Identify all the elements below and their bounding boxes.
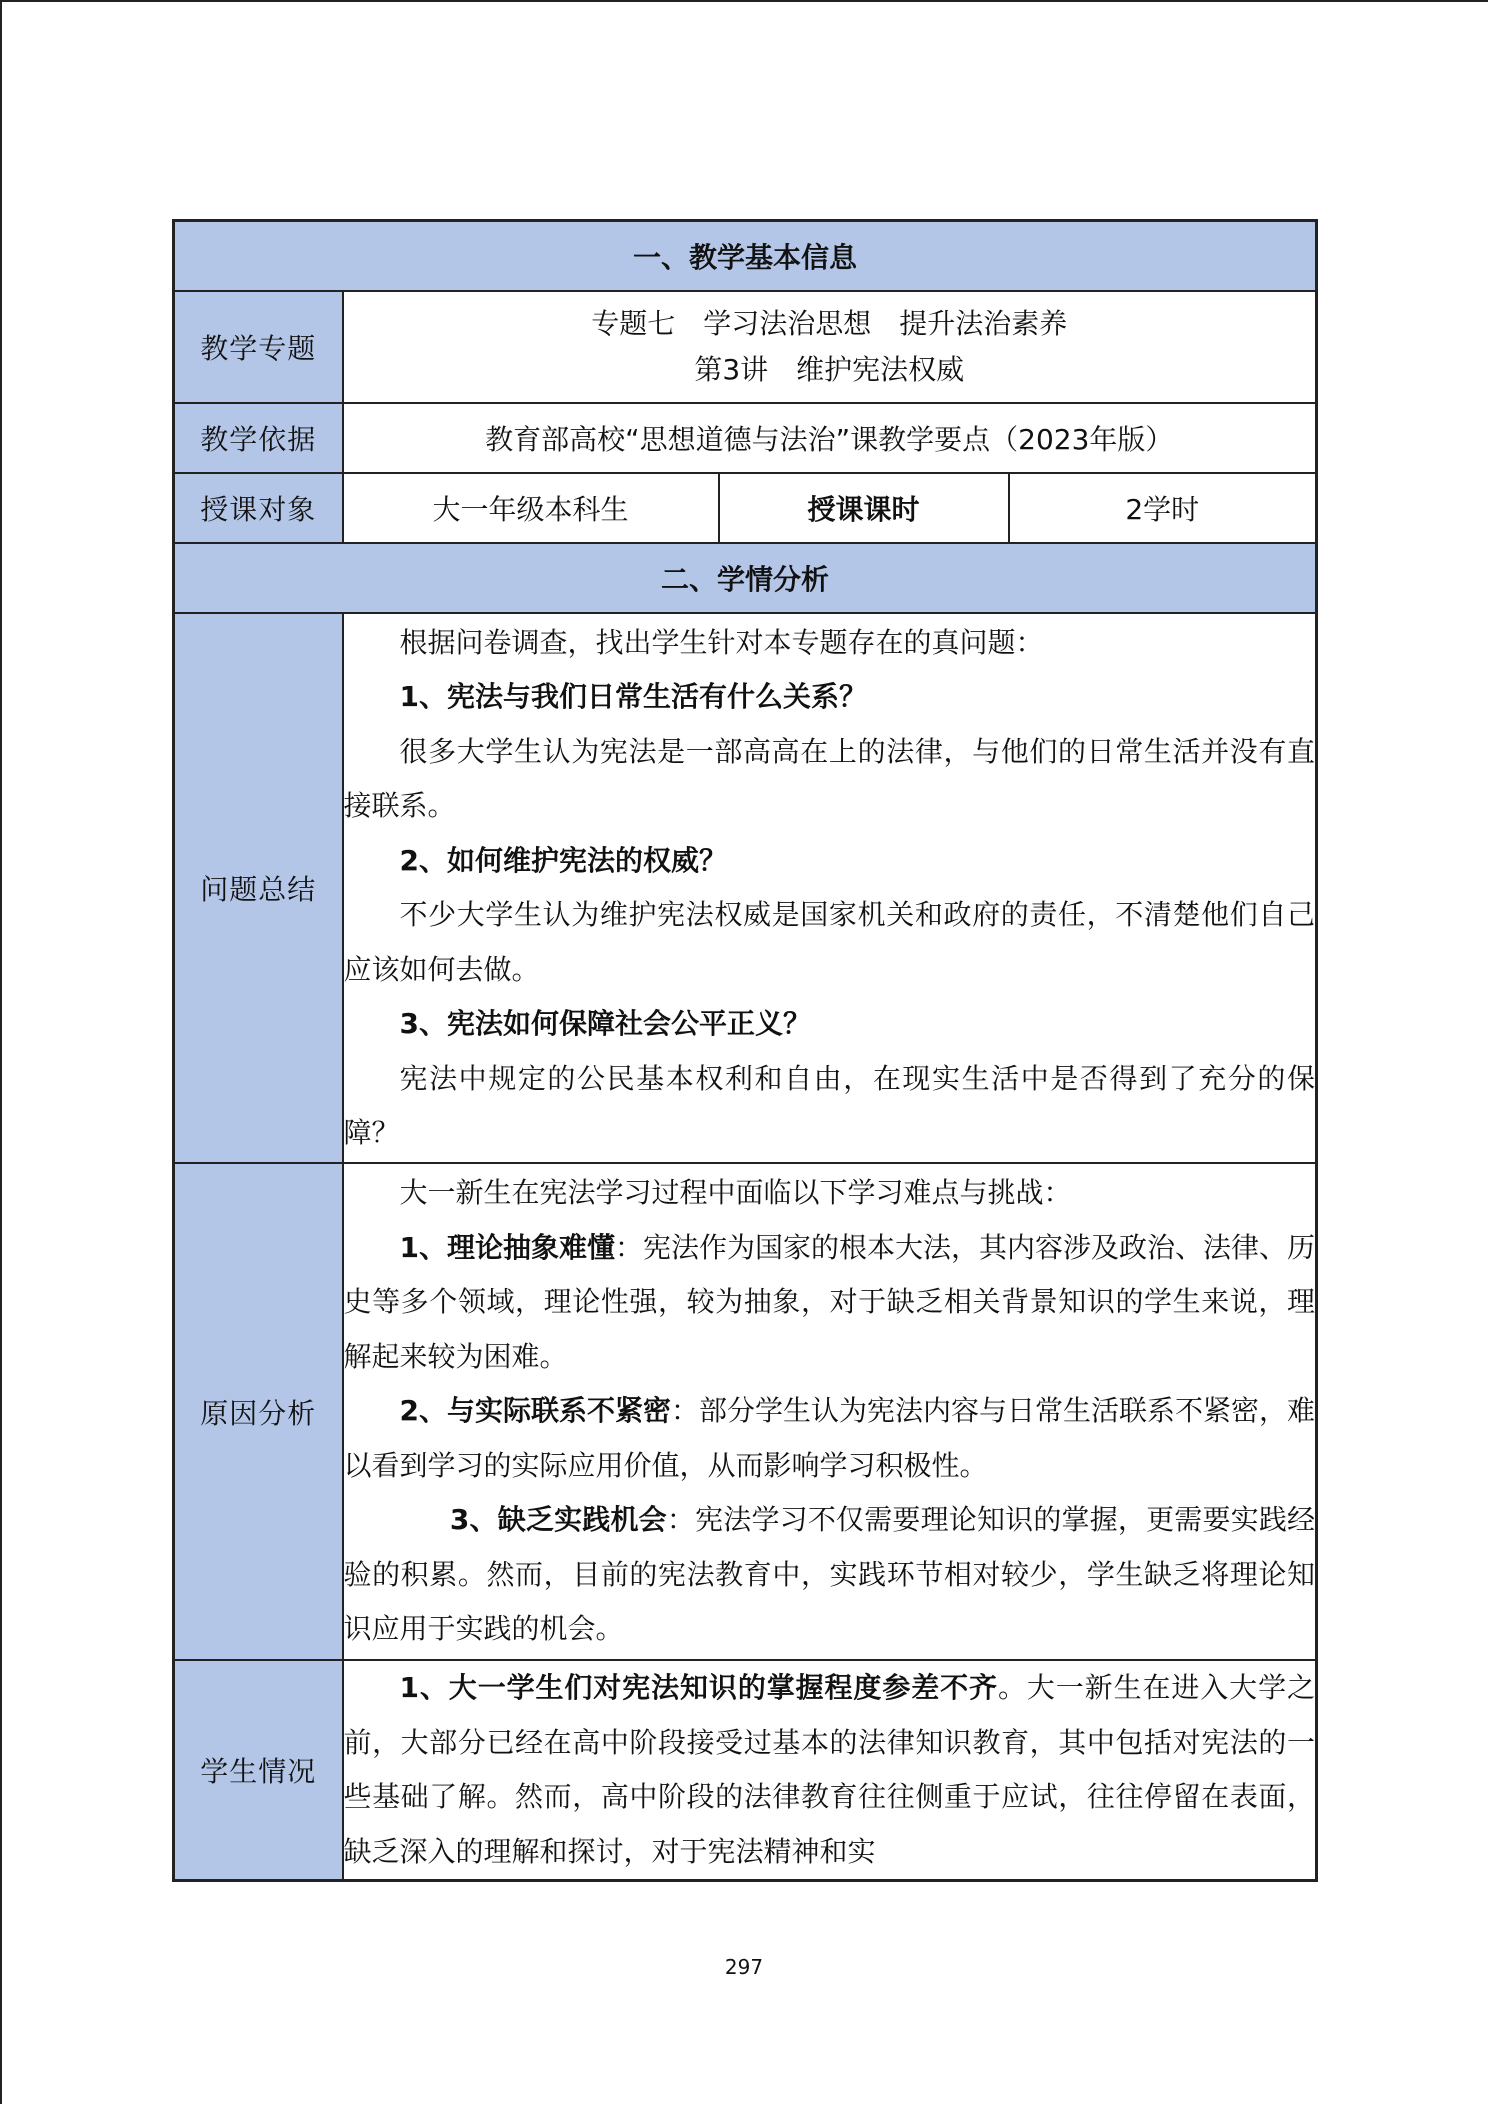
- problem-answer: 不少大学生认为维护宪法权威是国家机关和政府的责任，不清楚他们自己应该如何去做。: [343, 898, 1316, 986]
- students-head: 1、大一学生们对宪法知识的掌握程度参差不齐: [399, 1671, 998, 1704]
- cause-head: 2、与实际联系不紧密: [399, 1394, 671, 1428]
- cause-item: [344, 1384, 1316, 1493]
- problem-answer: 宪法中规定的公民基本权利和自由，在现实生活中是否得到了充分的保障？: [343, 1061, 1316, 1149]
- topic-line2: 第3讲 维护宪法权威: [694, 353, 965, 386]
- problem-answer: 很多大学生认为宪法是一部高高在上的法律，与他们的日常生活并没有直接联系。: [343, 734, 1316, 822]
- hours-label: 授课课时: [719, 473, 1009, 543]
- cause-item: [344, 1493, 1316, 1657]
- section2-title: 二、学情分析: [174, 543, 1317, 613]
- problems-intro: 根据问卷调查，找出学生针对本专题存在的真问题：: [399, 625, 1044, 659]
- problems-content: [343, 613, 1317, 1163]
- cause-text: ：宪法学习不仅需要理论知识的掌握，更需要实践经验的积累。然而，目前的宪法教育中，实践环节相对较少，学生缺乏将理论知识应用于实践的机会。: [343, 1503, 1316, 1646]
- students-content: [343, 1660, 1317, 1881]
- page-number: 297: [724, 1955, 764, 1979]
- basis-label: 教学依据: [174, 403, 343, 473]
- cause-text: ：宪法作为国家的根本大法，其内容涉及政治、法律、历史等多个领域，理论性强，较为抽象，对于缺乏相关背景知识的学生来说，理解起来较为困难。: [343, 1230, 1316, 1373]
- students-text: 。大一新生在进入大学之前，大部分已经在高中阶段接受过基本的法律知识教育，其中包括对宪法的一些基础了解。然而，高中阶段的法律教育往往侧重于应试，往往停留在表面，缺乏深入的理解和探讨，对于宪法精神和实: [343, 1671, 1316, 1868]
- cause-text: ：部分学生认为宪法内容与日常生活联系不紧密，难以看到学习的实际应用价值，从而影响学习积极性。: [343, 1394, 1316, 1482]
- topic-label: 教学专题: [174, 291, 343, 403]
- causes-intro: 大一新生在宪法学习过程中面临以下学习难点与挑战：: [399, 1176, 1072, 1210]
- audience-value: 大一年级本科生: [343, 473, 719, 543]
- audience-label: 授课对象: [174, 473, 343, 543]
- hours-value: 2学时: [1009, 473, 1317, 543]
- causes-label: 原因分析: [174, 1163, 343, 1660]
- problem-question: 1、宪法与我们日常生活有什么关系？: [399, 680, 867, 713]
- students-label: 学生情况: [174, 1660, 343, 1881]
- students-paragraph: [344, 1661, 1316, 1879]
- problem-question: 3、宪法如何保障社会公平正义？: [399, 1007, 811, 1040]
- section1-title: 一、教学基本信息: [174, 221, 1317, 292]
- cause-head: 1、理论抽象难懂: [399, 1230, 615, 1264]
- topic-value: [343, 291, 1317, 403]
- cause-item: [344, 1221, 1316, 1385]
- basis-value: 教育部高校“思想道德与法治”课教学要点（2023年版）: [343, 403, 1317, 473]
- teaching-info-table: [172, 219, 1318, 1882]
- topic-line1: 专题七 学习法治思想 提升法治素养: [591, 307, 1068, 340]
- causes-content: [343, 1163, 1317, 1660]
- cause-head: 3、缺乏实践机会: [449, 1503, 667, 1537]
- problem-question: 2、如何维护宪法的权威？: [399, 843, 727, 877]
- problems-label: 问题总结: [174, 613, 343, 1163]
